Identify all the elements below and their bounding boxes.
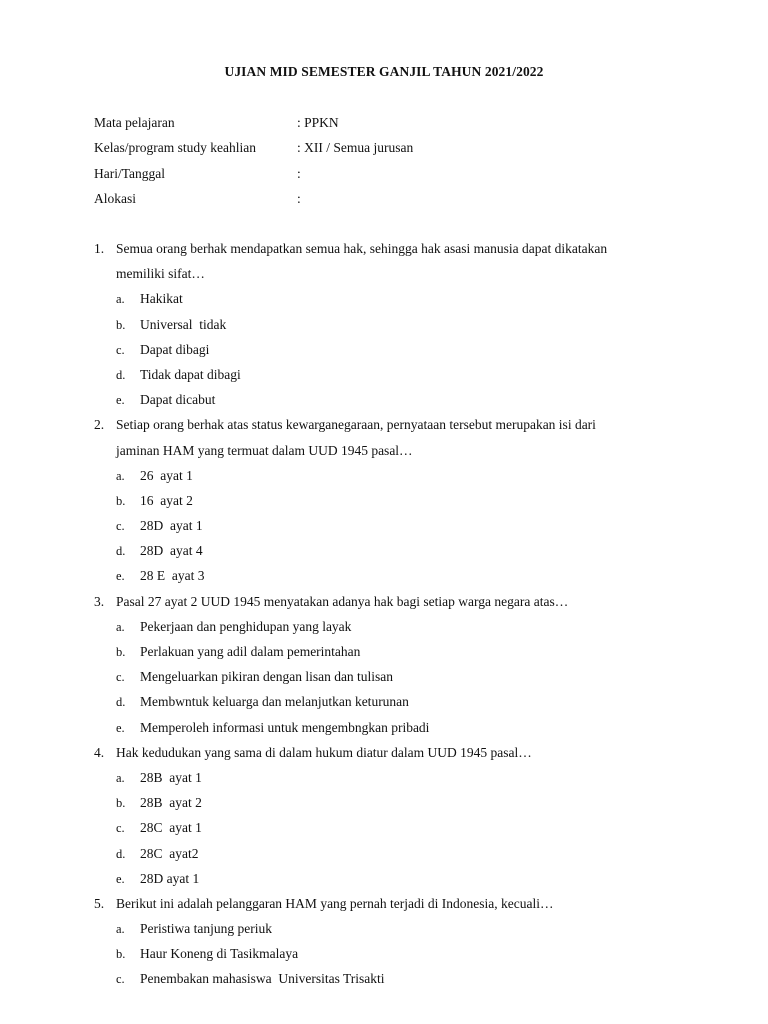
option-text: Memperoleh informasi untuk mengembngkan pribadi — [140, 719, 430, 735]
option-letter: e. — [116, 720, 125, 735]
option-text: 28B ayat 1 — [140, 769, 202, 785]
answer-option — [94, 794, 714, 819]
question-line — [94, 442, 714, 467]
question-text: Berikut ini adalah pelanggaran HAM yang pernah terjadi di Indonesia, kecuali… — [116, 895, 554, 911]
question-number: 5. — [94, 895, 105, 911]
answer-option — [94, 719, 714, 744]
option-letter: c. — [116, 821, 125, 836]
question-line — [94, 593, 714, 618]
answer-option — [94, 366, 714, 391]
info-value: : XII / Semua jurusan — [297, 140, 414, 156]
exam-title: UJIAN MID SEMESTER GANJIL TAHUN 2021/2022 — [224, 64, 544, 79]
option-text: Peristiwa tanjung periuk — [140, 921, 272, 937]
question-text: Hak kedudukan yang sama di dalam hukum diatur dalam UUD 1945 pasal… — [116, 744, 532, 760]
option-letter: c. — [116, 519, 125, 534]
option-letter: e. — [116, 569, 125, 584]
option-text: Dapat dibagi — [140, 341, 210, 357]
question-text: jaminan HAM yang termuat dalam UUD 1945 pasal… — [116, 442, 413, 458]
option-letter: b. — [116, 493, 126, 508]
info-value: : PPKN — [297, 115, 339, 130]
answer-option — [94, 492, 714, 517]
option-letter: b. — [116, 947, 126, 962]
answer-option — [94, 668, 714, 693]
option-letter: a. — [116, 468, 125, 483]
answer-option — [94, 693, 714, 718]
option-letter: e. — [116, 393, 125, 408]
question-text: memiliki sifat… — [116, 266, 205, 282]
question-item — [94, 895, 714, 996]
option-text: 16 ayat 2 — [140, 492, 193, 508]
option-letter: a. — [116, 770, 125, 785]
info-value: : — [297, 165, 301, 181]
option-text: Perlakuan yang adil dalam pemerintahan — [140, 644, 361, 659]
question-number: 4. — [94, 744, 105, 760]
option-text: 28D ayat 1 — [140, 518, 203, 534]
option-text: 28C ayat 1 — [140, 820, 202, 836]
option-text: 28C ayat2 — [140, 845, 199, 861]
info-row — [94, 165, 694, 190]
answer-option — [94, 819, 714, 844]
info-row — [94, 139, 694, 164]
option-text: Mengeluarkan pikiran dengan lisan dan tulisan — [140, 669, 394, 685]
option-text: 28D ayat 1 — [140, 870, 200, 886]
info-label: Alokasi — [94, 190, 136, 206]
answer-option — [94, 290, 714, 315]
option-letter: a. — [116, 619, 125, 634]
answer-option — [94, 567, 714, 592]
question-list — [94, 240, 714, 996]
answer-option — [94, 517, 714, 542]
question-number: 2. — [94, 417, 105, 433]
question-number: 3. — [94, 593, 105, 609]
option-letter: c. — [116, 670, 125, 685]
info-row — [94, 190, 694, 215]
option-text: Membwntuk keluarga dan melanjutkan keturunan — [140, 694, 409, 710]
option-text: Universal tidak — [140, 316, 227, 332]
answer-option — [94, 467, 714, 492]
question-item — [94, 593, 714, 744]
option-text: Hakikat — [140, 291, 183, 307]
option-letter: a. — [116, 922, 125, 937]
info-label: Kelas/program study keahlian — [94, 140, 256, 156]
answer-option — [94, 643, 714, 668]
answer-option — [94, 391, 714, 416]
option-letter: d. — [116, 367, 126, 382]
option-text: 28D ayat 4 — [140, 543, 203, 559]
option-letter: d. — [116, 695, 126, 710]
option-letter: c. — [116, 972, 125, 987]
answer-option — [94, 870, 714, 895]
question-text: Setiap orang berhak atas status kewarganegaraan, pernyataan tersebut merupakan isi dari — [116, 417, 596, 433]
option-letter: d. — [116, 846, 126, 861]
option-text: 28B ayat 2 — [140, 795, 202, 811]
info-label: Hari/Tanggal — [94, 165, 166, 181]
question-item — [94, 240, 714, 416]
question-line — [94, 895, 714, 920]
question-line — [94, 416, 714, 441]
info-value: : — [297, 190, 301, 206]
option-letter: b. — [116, 645, 126, 659]
answer-option — [94, 341, 714, 366]
option-letter: a. — [116, 292, 125, 307]
option-letter: d. — [116, 544, 126, 559]
question-item — [94, 744, 714, 895]
option-text: 26 ayat 1 — [140, 467, 193, 483]
question-line — [94, 265, 714, 290]
option-text: Dapat dicabut — [140, 392, 216, 408]
option-text: Pekerjaan dan penghidupan yang layak — [140, 618, 352, 634]
answer-option — [94, 316, 714, 341]
answer-option — [94, 542, 714, 567]
option-letter: b. — [116, 317, 126, 332]
answer-option — [94, 970, 714, 995]
option-letter: e. — [116, 871, 125, 886]
option-text: 28 E ayat 3 — [140, 568, 205, 584]
question-number: 1. — [94, 241, 105, 256]
info-label: Mata pelajaran — [94, 115, 175, 130]
option-letter: b. — [116, 796, 126, 811]
option-letter: c. — [116, 342, 125, 357]
exam-info-block — [94, 114, 694, 215]
info-row — [94, 114, 694, 139]
option-text: Haur Koneng di Tasikmalaya — [140, 946, 299, 962]
question-item — [94, 416, 714, 592]
question-line — [94, 744, 714, 769]
option-text: Penembakan mahasiswa Universitas Trisakti — [140, 971, 385, 987]
answer-option — [94, 945, 714, 970]
option-text: Tidak dapat dibagi — [140, 366, 241, 382]
answer-option — [94, 769, 714, 794]
answer-option — [94, 618, 714, 643]
answer-option — [94, 845, 714, 870]
question-line — [94, 240, 714, 265]
question-text: Semua orang berhak mendapatkan semua hak, sehingga hak asasi manusia dapat dikatakan — [116, 241, 608, 256]
answer-option — [94, 920, 714, 945]
question-text: Pasal 27 ayat 2 UUD 1945 menyatakan adanya hak bagi setiap warga negara atas… — [116, 593, 569, 609]
